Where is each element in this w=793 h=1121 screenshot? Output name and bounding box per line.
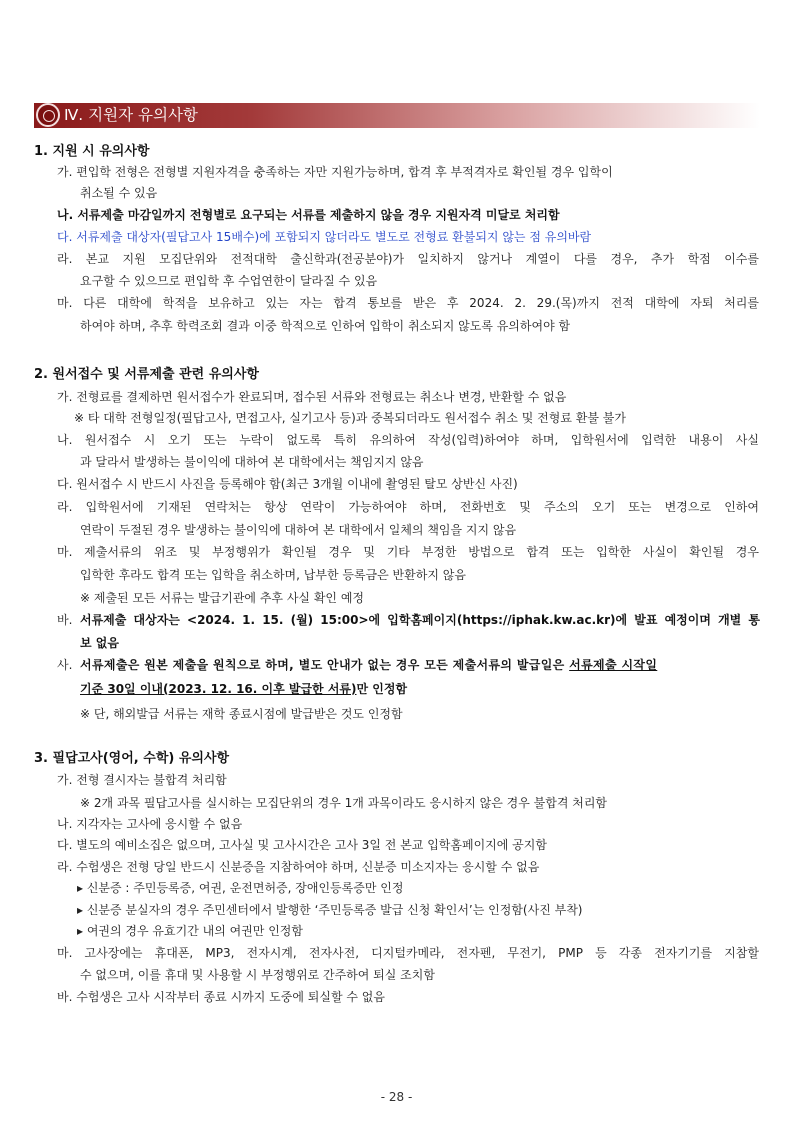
item-3-ma: 마. 고사장에는 휴대폰, MP3, 전자시계, 전자사전, 디지털카메라, 전자펜, 무전기, PMP 등 각종 전자기기를 지참할 bbox=[57, 946, 759, 960]
item-3-ra: 라. 수험생은 전형 당일 반드시 신분증을 지참하여야 하며, 신분증 미소지자는 응시할 수 없음 bbox=[57, 860, 540, 874]
item-2-ma-cont: 입학한 후라도 합격 또는 입학을 취소하며, 납부한 등록금은 반환하지 않음 bbox=[80, 568, 466, 582]
item-2-sa-cont bbox=[80, 680, 407, 698]
item-2-ra-cont: 연락이 두절된 경우 발생하는 불이익에 대하여 본 대학에서 일체의 책임을 지지 않음 bbox=[80, 523, 517, 537]
item-2-sa-cont-underline: 기준 30일 이내(2023. 12. 16. 이후 발급한 서류) bbox=[80, 682, 357, 696]
banner-title: Ⅳ. 지원자 유의사항 bbox=[64, 106, 198, 124]
item-2-sa bbox=[80, 656, 657, 674]
university-emblem-icon bbox=[36, 103, 60, 127]
item-2-sa-text: 서류제출은 원본 제출을 원칙으로 하며, 별도 안내가 없는 경우 모든 제출서류의 발급일은 bbox=[80, 658, 570, 672]
item-2-ba-marker: 바. bbox=[57, 613, 73, 627]
item-2-ra: 라. 입학원서에 기재된 연락처는 항상 연락이 가능하여야 하며, 전화번호 및 주소의 오기 또는 변경으로 인하여 bbox=[57, 500, 759, 514]
item-3-ra-bullet-2: ▸ 신분증 분실자의 경우 주민센터에서 발행한 ‘주민등록증 발급 신청 확인서’는 인정함(사진 부착) bbox=[77, 903, 583, 917]
item-3-ma-cont: 수 없으며, 이를 휴대 및 사용할 시 부정행위로 간주하여 퇴실 조치함 bbox=[80, 968, 435, 982]
item-3-ga-note: ※ 2개 과목 필답고사를 실시하는 모집단위의 경우 1개 과목이라도 응시하지 않은 경우 불합격 처리함 bbox=[80, 796, 608, 810]
item-2-ga: 가. 전형료를 결제하면 원서접수가 완료되며, 접수된 서류와 전형료는 취소나 변경, 반환할 수 없음 bbox=[57, 390, 567, 404]
item-1-ga-cont: 취소될 수 있음 bbox=[80, 186, 158, 200]
page-number: - 28 - bbox=[380, 1090, 413, 1104]
item-2-ba: 서류제출 대상자는 <2024. 1. 15. (월) 15:00>에 입학홈페이지(https://iphak.kw.ac.kr)에 발표 예정이며 개별 통 bbox=[80, 613, 760, 627]
item-2-na: 나. 원서접수 시 오기 또는 누락이 없도록 특히 유의하여 작성(입력)하여야 하며, 입학원서에 입력한 내용이 사실 bbox=[57, 433, 759, 447]
item-3-ga: 가. 전형 결시자는 불합격 처리함 bbox=[57, 773, 227, 787]
item-2-sa-marker: 사. bbox=[57, 658, 73, 672]
item-1-ra-cont: 요구할 수 있으므로 편입학 후 수업연한이 달라질 수 있음 bbox=[80, 274, 378, 288]
item-3-da: 다. 별도의 예비소집은 없으며, 고사실 및 고사시간은 고사 3일 전 본교 입학홈페이지에 공지함 bbox=[57, 838, 547, 852]
item-3-ra-bullet-3: ▸ 여권의 경우 유효기간 내의 여권만 인정함 bbox=[77, 924, 303, 938]
item-1-na: 나. 서류제출 마감일까지 전형별로 요구되는 서류를 제출하지 않을 경우 지원자격 미달로 처리함 bbox=[57, 208, 560, 222]
item-1-ra: 라. 본교 지원 모집단위와 전적대학 출신학과(전공분야)가 일치하지 않거나 계열이 다를 경우, 추가 학점 이수를 bbox=[57, 252, 759, 266]
item-3-na: 나. 지각자는 고사에 응시할 수 없음 bbox=[57, 817, 243, 831]
item-2-ba-cont: 보 없음 bbox=[80, 636, 119, 650]
item-1-ma: 마. 다른 대학에 학적을 보유하고 있는 자는 합격 통보를 받은 후 2024. 2. 29.(목)까지 전적 대학에 자퇴 처리를 bbox=[57, 296, 759, 310]
section-3-heading: 3. 필답고사(영어, 수학) 유의사항 bbox=[34, 751, 230, 766]
item-1-ma-cont: 하여야 하며, 추후 학력조회 결과 이중 학적으로 인하여 입학이 취소되지 않도록 유의하여야 함 bbox=[80, 319, 571, 333]
item-2-sa-underline: 서류제출 시작일 bbox=[569, 658, 658, 672]
item-3-ba: 바. 수험생은 고사 시작부터 종료 시까지 도중에 퇴실할 수 없음 bbox=[57, 990, 385, 1004]
item-2-sa-note: ※ 단, 해외발급 서류는 재학 종료시점에 발급받은 것도 인정함 bbox=[80, 707, 403, 721]
section-2-heading: 2. 원서접수 및 서류제출 관련 유의사항 bbox=[34, 367, 259, 382]
item-2-ga-note: ※ 타 대학 전형일정(필답고사, 면접고사, 실기고사 등)과 중복되더라도 원서접수 취소 및 전형료 환불 불가 bbox=[74, 411, 626, 425]
item-2-da: 다. 원서접수 시 반드시 사진을 등록해야 함(최근 3개월 이내에 촬영된 탈모 상반신 사진) bbox=[57, 477, 518, 491]
section-1-heading: 1. 지원 시 유의사항 bbox=[34, 144, 150, 159]
item-1-ga: 가. 편입학 전형은 전형별 지원자격을 충족하는 자만 지원가능하며, 합격 후 부적격자로 확인될 경우 입학이 bbox=[57, 165, 613, 179]
item-1-da: 다. 서류제출 대상자(필답고사 15배수)에 포함되지 않더라도 별도로 전형료 환불되지 않는 점 유의바람 bbox=[57, 230, 592, 244]
item-2-sa-cont-text: 만 인정함 bbox=[356, 682, 408, 696]
item-2-na-cont: 과 달라서 발생하는 불이익에 대하여 본 대학에서는 책임지지 않음 bbox=[80, 455, 424, 469]
item-2-ma-note: ※ 제출된 모든 서류는 발급기관에 추후 사실 확인 예정 bbox=[80, 591, 365, 605]
item-3-ra-bullet-1: ▸ 신분증 : 주민등록증, 여권, 운전면허증, 장애인등록증만 인정 bbox=[77, 881, 404, 895]
item-2-ma: 마. 제출서류의 위조 및 부정행위가 확인될 경우 및 기타 부정한 방법으로 합격 또는 입학한 사실이 확인될 경우 bbox=[57, 545, 759, 559]
